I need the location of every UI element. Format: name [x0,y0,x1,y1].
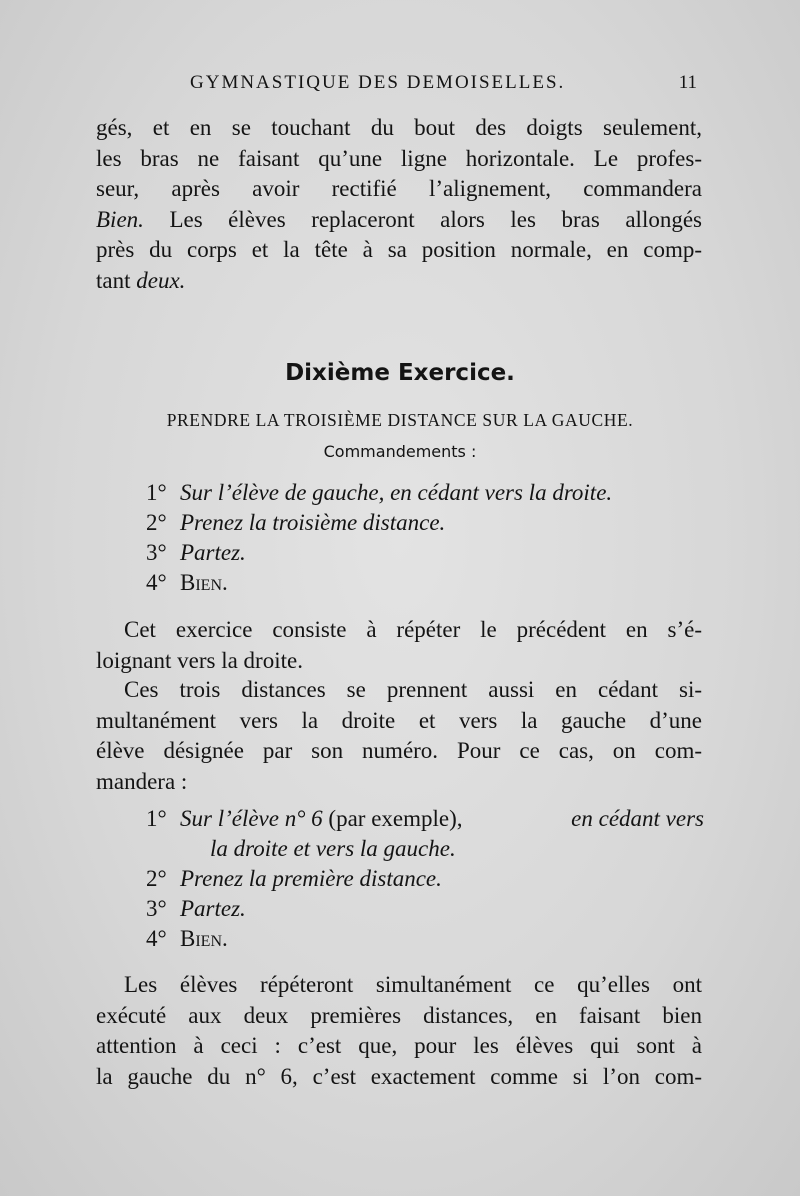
running-title: GYMNASTIQUE DES DEMOISELLES. [190,72,566,93]
text-line: exécuté aux deux premières distances, en faisant bien [96,1002,702,1028]
text-line: la gauche du n° 6, c’est exactement comme si l’on com- [96,1063,702,1089]
paragraph-2 [96,615,702,676]
command-text: Partez. [180,896,246,921]
text-line [96,205,702,236]
text-fragment: Les élèves replaceront alors les bras allongés [143,206,702,232]
text-line: près du corps et la tête à sa position normale, en comp- [96,237,702,262]
italic-word: deux. [136,267,186,293]
command-item [146,478,612,508]
text-line: mandera : [96,768,188,794]
command-number: 4° [146,926,167,951]
command-item [146,568,612,598]
command-item [146,924,704,954]
command-continuation [146,834,704,864]
commands-list-1 [146,478,612,598]
command-text: Sur l’élève n° 6 [180,806,323,831]
page-number: 11 [678,72,697,93]
commands-list-2 [146,804,704,954]
command-item [146,508,612,538]
command-item [146,894,704,924]
command-text: Prenez la troisième distance. [180,510,446,535]
command-number: 2° [146,510,167,535]
running-header [180,72,700,102]
command-text: Bien. [180,570,228,595]
text-line: élève désignée par son numéro. Pour ce cas, on com- [96,738,702,763]
paragraph-3 [96,675,702,797]
text-line: Les élèves répéteront simultanément ce qu’elles ont [124,972,702,997]
text-line: seur, après avoir rectifié l’alignement, commandera [96,176,702,201]
command-number: 3° [146,540,167,565]
command-number: 2° [146,866,167,891]
command-item [146,538,612,568]
command-text: Sur l’élève de gauche, en cédant vers la droite. [180,480,613,505]
command-number: 3° [146,896,167,921]
command-text: Partez. [180,540,246,565]
command-number: 1° [146,480,167,505]
text-line: multanément vers la droite et vers la gauche d’une [96,707,702,733]
command-text: Prenez la première distance. [180,866,442,891]
command-item [146,804,704,834]
command-text: la droite et vers la gauche. [210,836,456,861]
text-fragment: tant [96,267,137,293]
paragraph-4 [96,970,702,1092]
command-text: en cédant vers [571,806,704,831]
italic-word: Bien. [96,206,144,232]
text-line: gés, et en se touchant du bout des doigts seulement, [96,115,702,140]
command-text: Bien. [180,926,228,951]
text-line [96,266,702,297]
section-subtitle: PRENDRE LA TROISIÈME DISTANCE SUR LA GAUCHE. [166,410,634,430]
text-line: attention à ceci : c’est que, pour les élèves qui sont à [96,1033,702,1058]
paragraph-1 [96,113,702,296]
text-line: les bras ne faisant qu’une ligne horizontale. Le profes- [96,145,702,171]
command-number: 1° [146,806,167,831]
text-line: loignant vers la droite. [96,647,303,673]
commands-label: Commandements : [323,442,477,461]
text-line: Ces trois distances se prennent aussi en cédant si- [124,677,702,702]
section-title: Dixième Exercice. [285,360,515,386]
text-line: Cet exercice consiste à répéter le précédent en s’é- [124,617,702,642]
command-number: 4° [146,570,167,595]
command-text: (par exemple), [322,806,463,831]
command-item [146,864,704,894]
